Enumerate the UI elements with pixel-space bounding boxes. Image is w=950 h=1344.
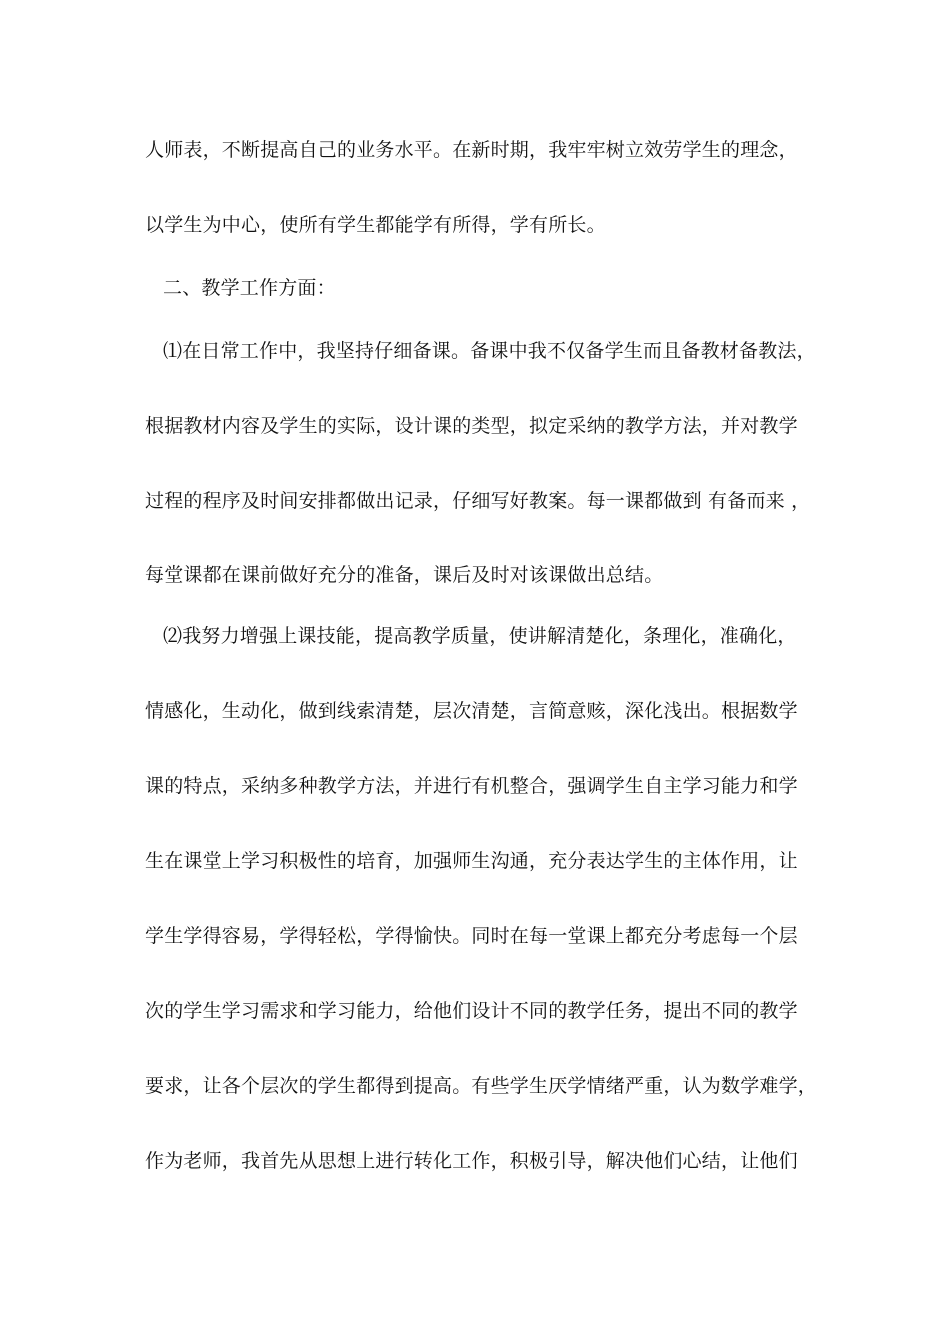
text-line: 每堂课都在课前做好充分的准备，课后及时对该课做出总结。: [145, 564, 664, 586]
text-line: 过程的程序及时间安排都做出记录，仔细写好教案。每一课都做到 有备而来 ，: [145, 490, 811, 512]
text-line: 生在课堂上学习积极性的培育，加强师生沟通，充分表达学生的主体作用，让: [145, 850, 798, 872]
text-line: 要求，让各个层次的学生都得到提高。有些学生厌学情绪严重，认为数学难学，: [145, 1075, 818, 1097]
text-line: 次的学生学习需求和学习能力，给他们设计不同的教学任务，提出不同的教学: [145, 1000, 798, 1022]
text-line: 人师表，不断提高自己的业务水平。在新时期，我牢牢树立效劳学生的理念，: [145, 139, 798, 161]
text-line: 根据教材内容及学生的实际，设计课的类型，拟定采纳的教学方法，并对教学: [145, 415, 798, 437]
text-line: 以学生为中心，使所有学生都能学有所得，学有所长。: [145, 214, 606, 236]
text-line: ⑵我努力增强上课技能，提高教学质量，使讲解清楚化，条理化，准确化，: [163, 625, 797, 647]
text-line: 情感化，生动化，做到线索清楚，层次清楚，言简意赅，深化浅出。根据数学: [145, 700, 798, 722]
section-heading: 二、教学工作方面：: [163, 277, 336, 299]
text-line: 学生学得容易，学得轻松，学得愉快。同时在每一堂课上都充分考虑每一个层: [145, 925, 798, 947]
text-line: 课的特点，采纳多种教学方法，并进行有机整合，强调学生自主学习能力和学: [145, 775, 798, 797]
text-line: 作为老师，我首先从思想上进行转化工作，积极引导，解决他们心结，让他们: [145, 1150, 798, 1172]
text-line: ⑴在日常工作中，我坚持仔细备课。备课中我不仅备学生而且备教材备教法，: [163, 340, 816, 362]
